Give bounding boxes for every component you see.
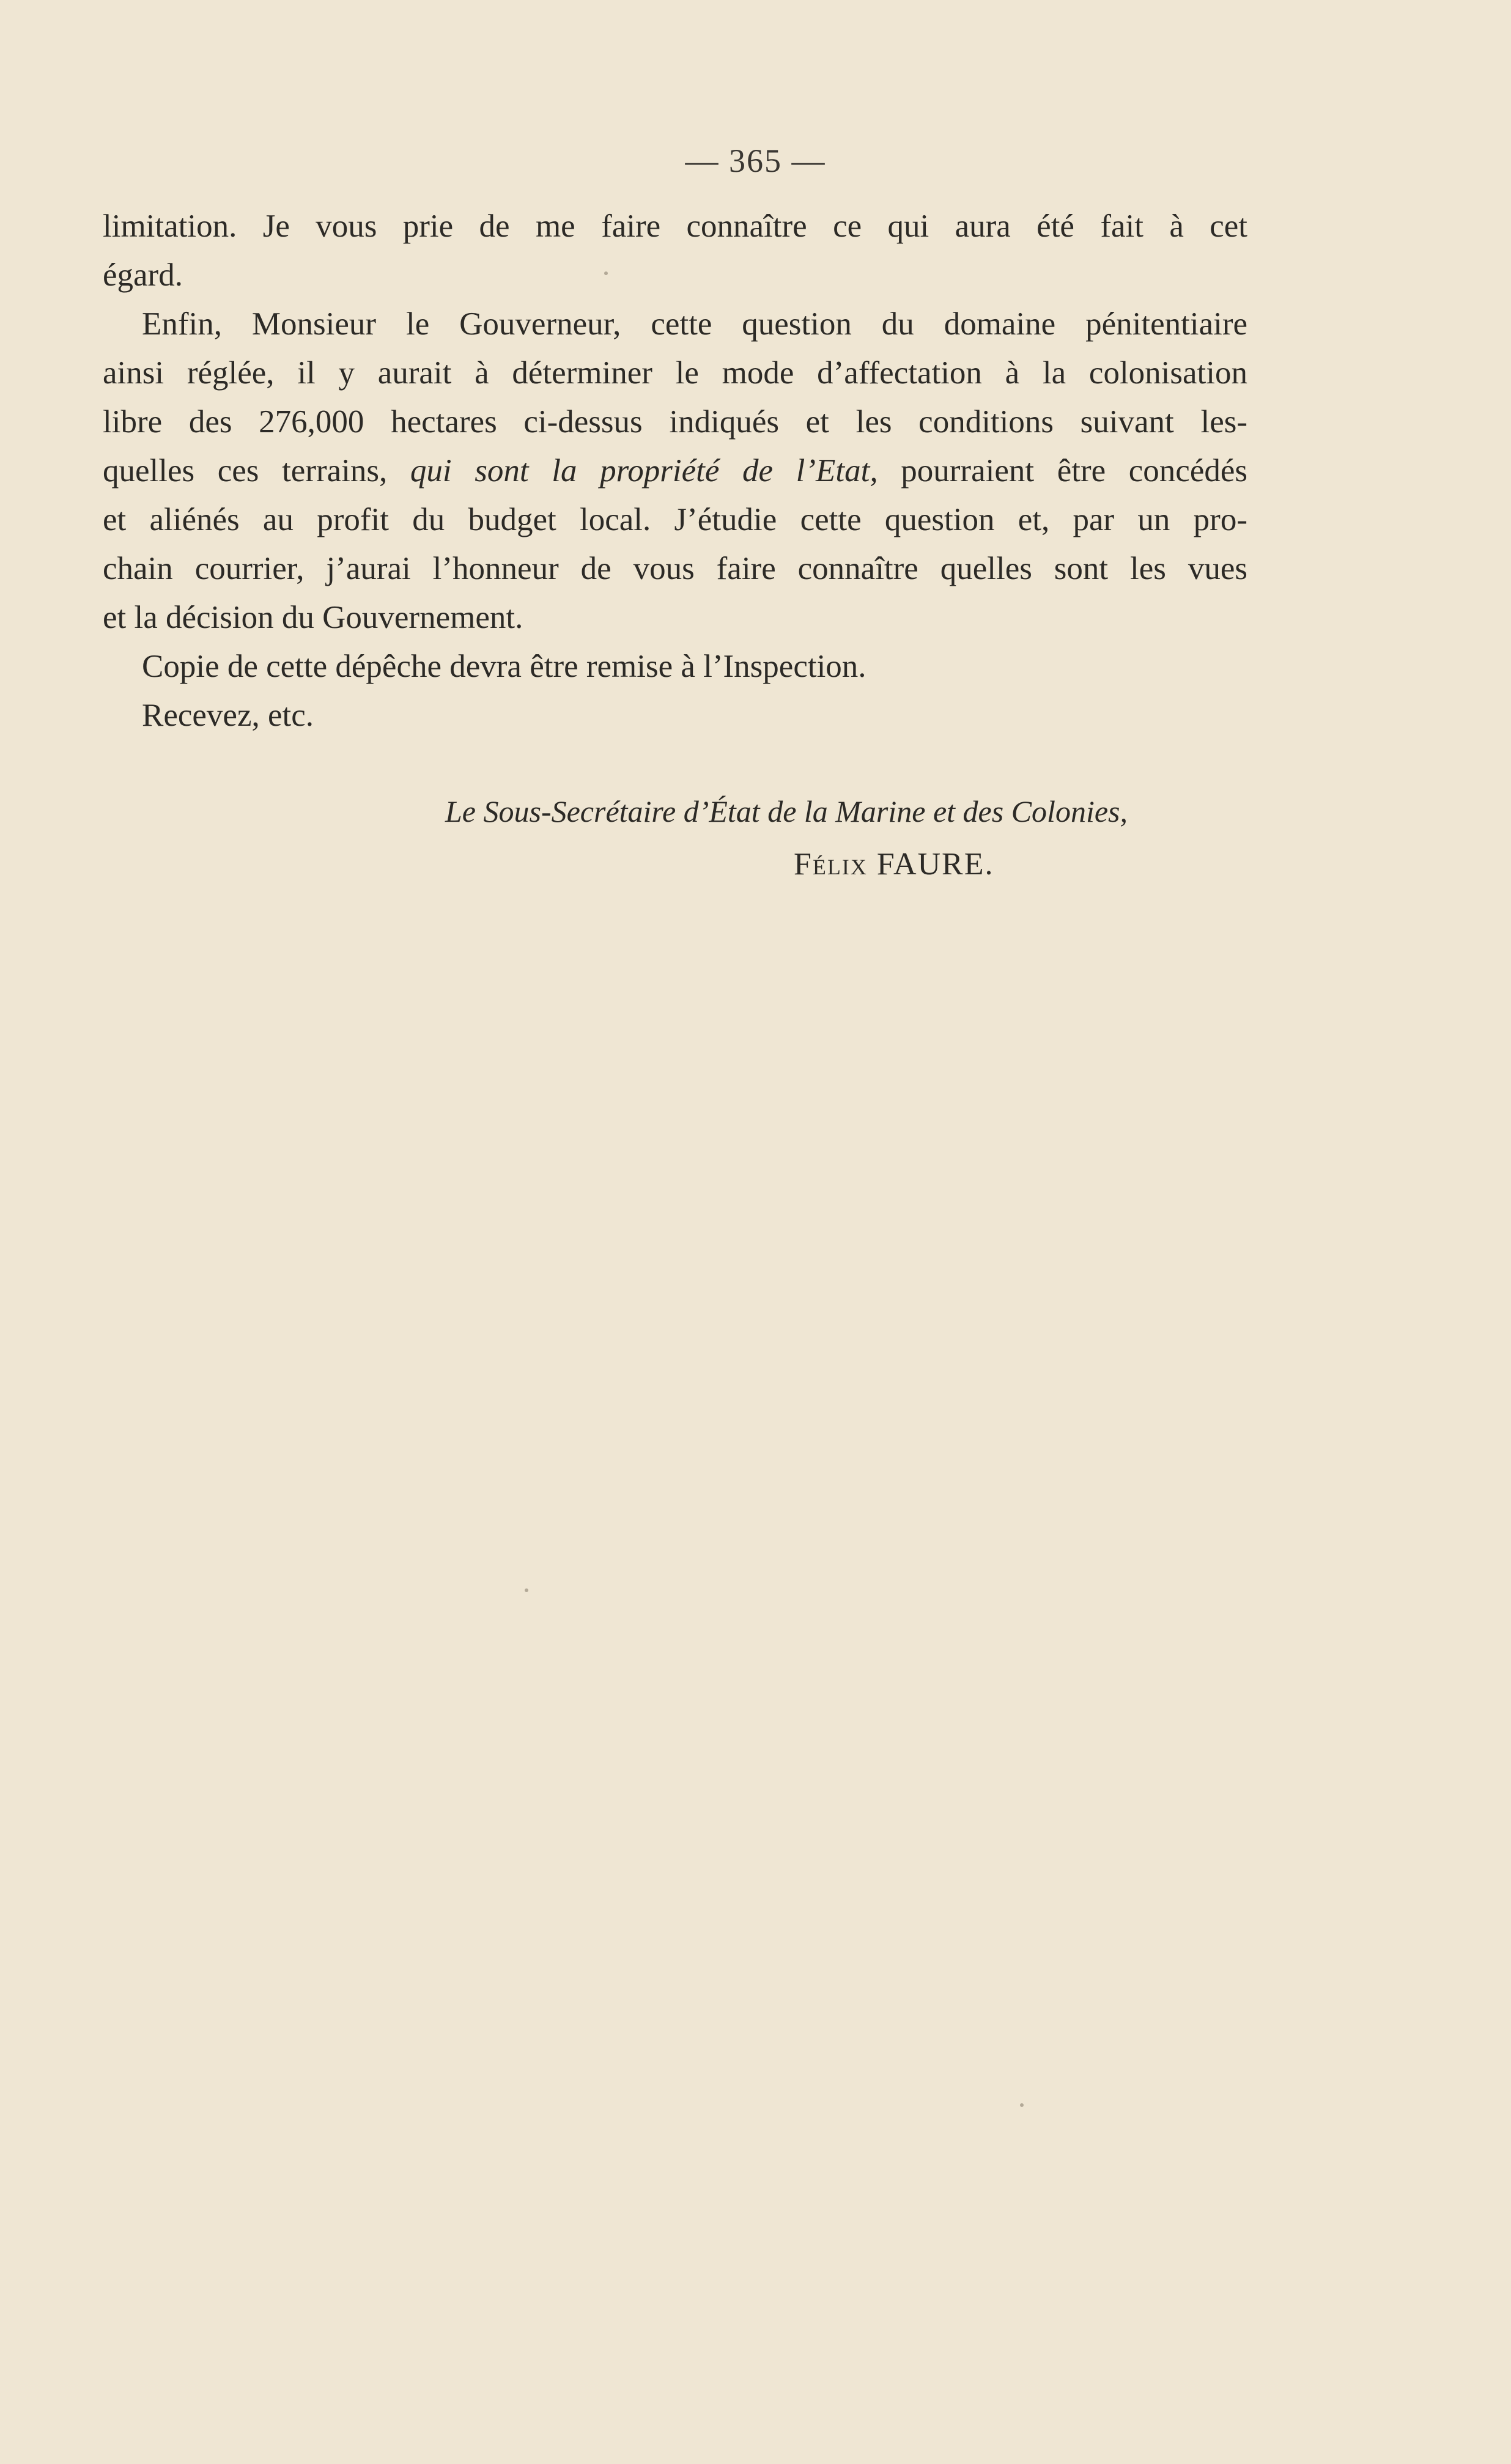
text-line: Recevez, etc. (142, 698, 314, 733)
text-line: et la décision du Gouvernement. (103, 600, 523, 635)
signature-name (794, 846, 994, 882)
text-line: limitation. Je vous prie de me faire connaître ce qui aura été fait à cet (103, 208, 1247, 244)
text-line-with-italic: quelles ces terrains, qui sont la propriété de l’Etat, pourraient être concédés (103, 453, 1247, 489)
text-line: libre des 276,000 hectares ci-dessus indiqués et les conditions suivant les- (103, 404, 1247, 440)
letter-body (103, 202, 1247, 740)
text-line: et aliénés au profit du budget local. J’étudie cette question et, par un pro- (103, 502, 1247, 537)
paper-speck (1020, 2103, 1024, 2107)
text-line: Enfin, Monsieur le Gouverneur, cette question du domaine pénitentiaire (142, 306, 1247, 342)
text-line: égard. (103, 257, 183, 293)
signature-first-name: Félix (794, 847, 868, 882)
signature-last-name: FAURE. (876, 847, 994, 882)
signature-title: Le Sous-Secrétaire d’État de la Marine et des Colonies, (445, 794, 1128, 828)
text-line: ainsi réglée, il y aurait à déterminer le mode d’affectation à la colonisation (103, 355, 1247, 391)
paragraph-salutation (103, 691, 1247, 740)
paper-speck (604, 271, 608, 275)
text-line: chain courrier, j’aurai l’honneur de vous faire connaître quelles sont les vues (103, 551, 1247, 586)
page-number: — 365 — (685, 142, 826, 179)
paper-speck (525, 1588, 528, 1592)
italic-phrase: qui sont la propriété de l’Etat, (410, 453, 878, 489)
paragraph-copie (103, 642, 1247, 691)
paragraph-domaine (103, 300, 1247, 642)
text-line: Copie de cette dépêche devra être remise à l’Inspection. (142, 649, 866, 684)
paragraph-limitation (103, 202, 1247, 300)
